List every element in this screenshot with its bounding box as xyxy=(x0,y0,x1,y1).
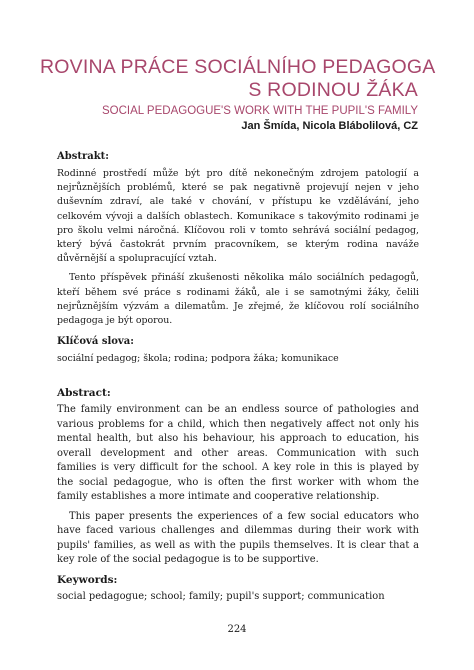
keywords-text: social pedagogue; school; family; pupil's support; communication xyxy=(57,591,385,602)
klicova-slova-text: sociální pedagog; škola; rodina; podpora žáka; komunikace xyxy=(57,353,339,364)
article-authors: Jan Šmída, Nicola Blábolilová, CZ xyxy=(241,120,418,132)
article-title xyxy=(40,56,436,102)
abstract-section xyxy=(57,386,419,568)
page-number: 224 xyxy=(227,624,247,635)
abstract-paragraph-1: The family environment can be an endless source of pathologies and various problems for a child, which then negatively affect not only his mental health, but also his behaviour, his approach to education, his overall development and other areas. Communication with such families is very difficult for the school. A key role in this is played by the social pedagogue, who is often the first worker with whom the family establishes a more intimate and cooperative relationship. xyxy=(57,404,419,502)
abstrakt-section xyxy=(57,150,419,328)
title-line-2: S RODINOU ŽÁKA xyxy=(248,79,418,101)
abstract-paragraph-2: This paper presents the experiences of a few social educators who have faced various challenges and dilemmas during their work with pupils' families, as well as with the pupils themselves. It is clear that a key role of the social pedagogue is to be supportive. xyxy=(57,510,419,565)
abstrakt-paragraph-1: Rodinné prostředí může být pro dítě nekonečným zdrojem patologií a nejrůznějších problémů, které se pak negativně projevují nejen v jeho duševním zdraví, ale také v chování, v přístupu ke vzdělávání, jeho celkovém vývoji a dalších oblastech. Komunikace s takovýmito rodinami je pro školu velmi náročná. Klíčovou roli v tomto sehrává sociální pedagog, který bývá častokrát prvním pracovníkem, se kterým rodina naváže důvěrnější a spolupracující vztah. xyxy=(57,168,419,265)
keywords-section xyxy=(57,573,419,605)
title-line-1: ROVINA PRÁCE SOCIÁLNÍHO PEDAGOGA xyxy=(40,56,436,78)
abstract-heading: Abstract: xyxy=(57,387,111,399)
abstrakt-paragraph-2: Tento příspěvek přináší zkušenosti několika málo sociálních pedagogů, kteří během své práce s rodinami žáků, ale i se samotnými žáky, čelili nejrůznějším výzvám a dilematům. Je zřejmé, že klíčovou rolí sociálního pedagoga je být oporou. xyxy=(57,272,419,327)
keywords-heading: Keywords: xyxy=(57,574,118,586)
article-subtitle: SOCIAL PEDAGOGUE'S WORK WITH THE PUPIL'S FAMILY xyxy=(101,105,418,117)
klicova-slova-heading: Klíčová slova: xyxy=(57,336,134,347)
abstrakt-heading: Abstrakt: xyxy=(57,151,109,162)
klicova-slova-section xyxy=(57,335,419,366)
